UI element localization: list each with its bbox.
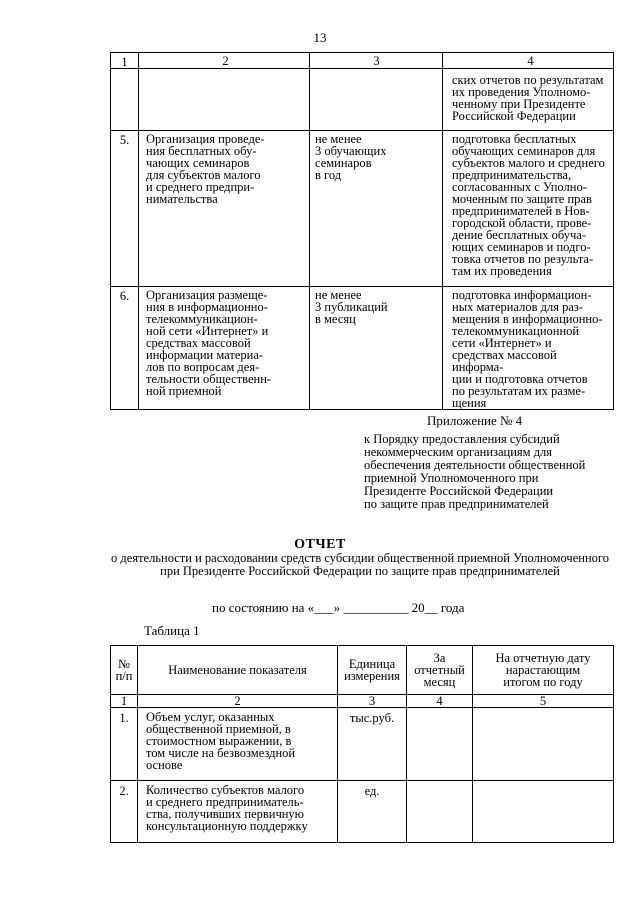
header-ytd: На отчетную дату нарастающим итогом по году [473, 646, 614, 695]
row-number: 1. [111, 708, 138, 781]
row-number: 5. [111, 131, 139, 287]
header-month: За отчетный месяц [407, 646, 473, 695]
report-table [110, 645, 614, 843]
table-row [111, 781, 614, 843]
row-ytd-value [473, 781, 614, 843]
col-number: 3 [338, 695, 407, 708]
row-result: ских отчетов по результатам их проведения Уполномо- ченному при Президенте Российской Федерации [443, 69, 614, 131]
header-unit: Единица измерения [338, 646, 407, 695]
row-indicator: Объем услуг, оказанных общественной приемной, в стоимостном выражении, в том числе на безвозмездной основе [138, 708, 338, 781]
appendix-title: Приложение № 4 [427, 413, 523, 428]
appendix-body: к Порядку предоставления субсидий некоммерческим организациям для обеспечения деятельности общественной приемной Уполномоченного при Президенте Российской Федерации по защите прав предпринимателей [364, 432, 586, 511]
table-row [111, 708, 614, 781]
table-row [111, 69, 614, 131]
report-subtitle: о деятельности и расходовании средств субсидии общественной приемной Уполномоченного при Президенте Российской Федерации по защите прав предпринимателей [111, 551, 609, 578]
report-date-line: по состоянию на «___» __________ 20__ года [212, 600, 465, 615]
row-number [111, 69, 139, 131]
top-table [110, 52, 614, 410]
report-title: ОТЧЕТ [294, 537, 346, 552]
header-number: № п/п [111, 646, 138, 695]
row-month-value [407, 781, 473, 843]
row-month-value [407, 708, 473, 781]
header-indicator: Наименование показателя [138, 646, 338, 695]
top-table-col-4: 4 [443, 53, 614, 69]
row-result: подготовка бесплатных обучающих семинаров для субъектов малого и среднего предпринимательства, согласованных с Уполно- моченным по защите прав предпринимателей в Нов- городской области, прове- дение бесплатных обуча- ющих семинаров и подго- товка отчетов по результа- там их проведения [443, 131, 614, 287]
table-row [111, 131, 614, 287]
top-table-header-row [111, 53, 614, 69]
row-volume: не менее 3 публикаций в месяц [310, 287, 443, 410]
table-label: Таблица 1 [144, 623, 200, 638]
report-table-header-row [111, 646, 614, 695]
col-number: 5 [473, 695, 614, 708]
row-name: Организация размеще- ния в информационно- телекоммуникацион- ной сети «Интернет» и средствах массовой информации материа- лов по вопросам дея- тельности общественн- ной приемной [139, 287, 310, 410]
row-name [139, 69, 310, 131]
row-number: 6. [111, 287, 139, 410]
col-number: 1 [111, 695, 138, 708]
col-number: 2 [138, 695, 338, 708]
top-table-col-2: 2 [139, 53, 310, 69]
row-unit: тыс.руб. [338, 708, 407, 781]
top-table-col-3: 3 [310, 53, 443, 69]
row-indicator: Количество субъектов малого и среднего предприниматель- ства, получивших первичную консультационную поддержку [138, 781, 338, 843]
row-number: 2. [111, 781, 138, 843]
report-table-number-row [111, 695, 614, 708]
row-ytd-value [473, 708, 614, 781]
col-number: 4 [407, 695, 473, 708]
row-volume: не менее 3 обучающих семинаров в год [310, 131, 443, 287]
row-name: Организация проведе- ния бесплатных обу- чающих семинаров для субъектов малого и среднего предпри- нимательства [139, 131, 310, 287]
row-volume [310, 69, 443, 131]
table-row [111, 287, 614, 410]
page-number: 13 [313, 30, 327, 45]
top-table-col-1: 1 [111, 53, 139, 69]
row-unit: ед. [338, 781, 407, 843]
row-result: подготовка информацион- ных материалов для раз- мещения в информационно- телекоммуникационной сети «Интернет» и средствах массовой информа- ции и подготовка отчетов по результатам их разме- щения [443, 287, 614, 410]
